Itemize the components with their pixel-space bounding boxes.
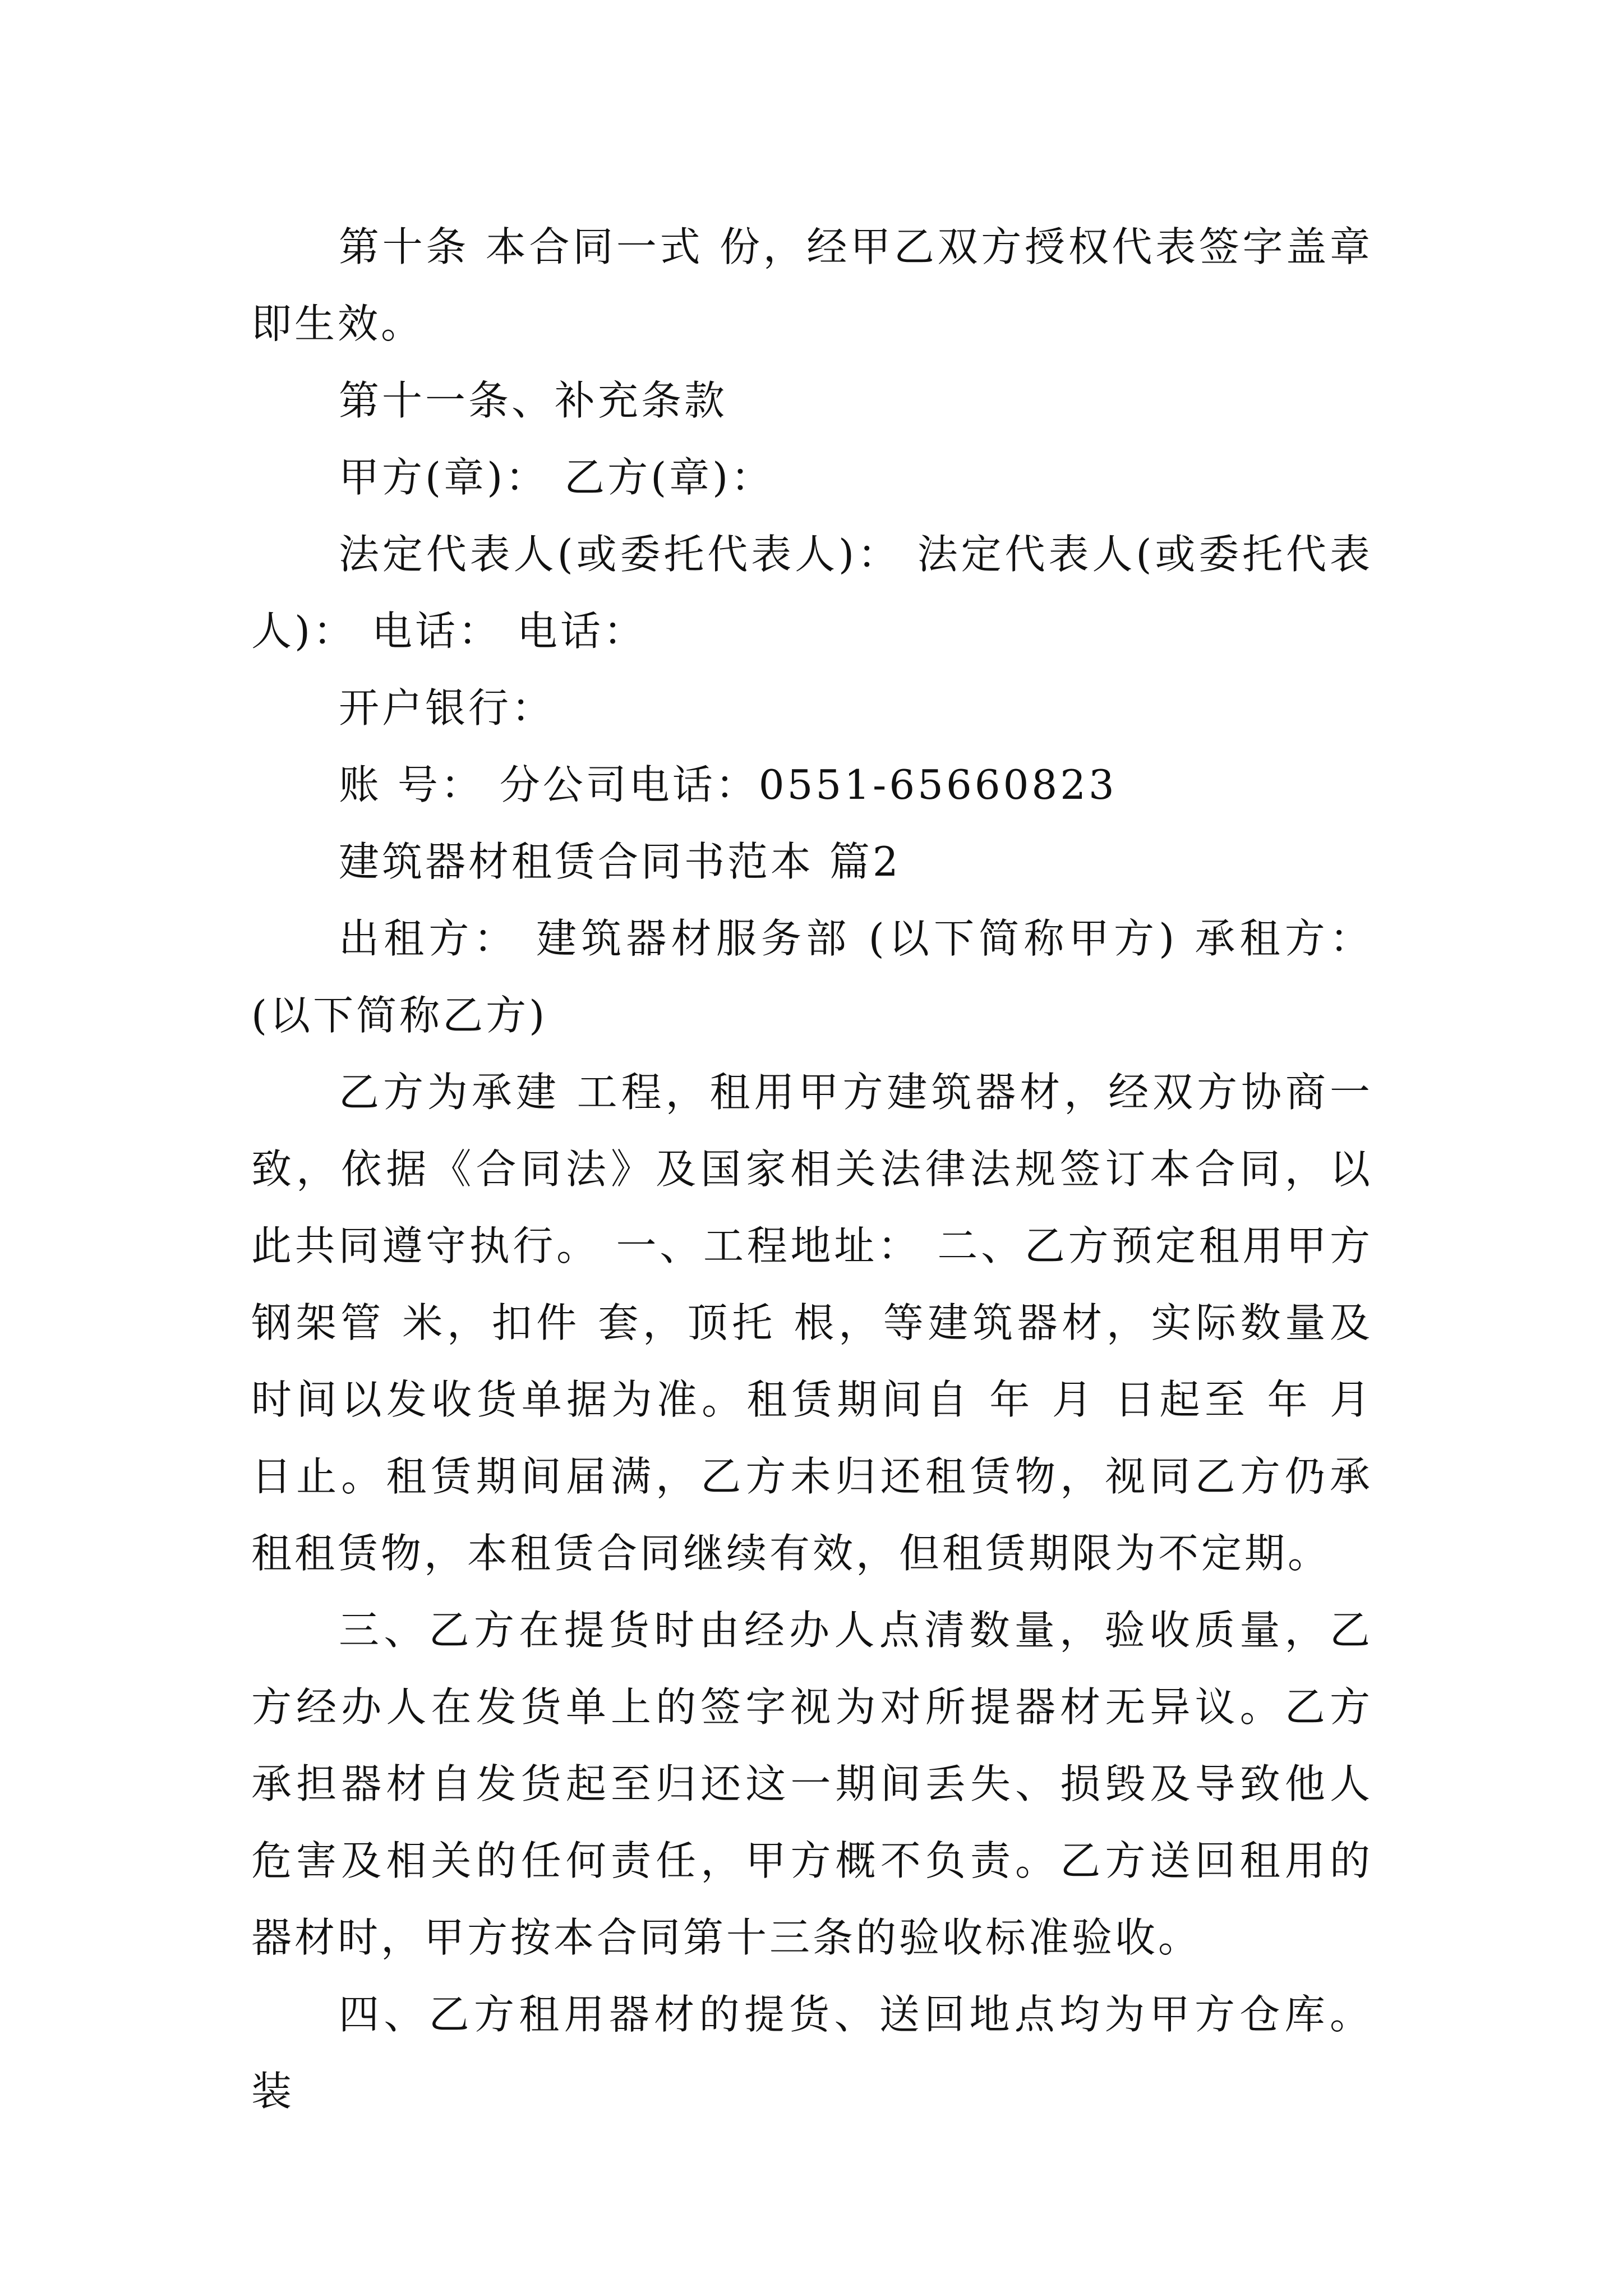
paragraph-bank: 开户银行： [339,684,555,731]
paragraph-section-title: 建筑器材租赁合同书范本 篇2 [339,838,901,885]
paragraph-account: 账 号： 分公司电话：0551-65660823 [339,761,1117,808]
paragraph-terms: 乙方为承建 工程，租用甲方建筑器材，经双方协商一致，依据《合同法》及国家相关法律法规签订本合同，以此共同遵守执行。 一、工程地址： 二、乙方预定租用甲方钢架管 米，扣件 套，顶托 根，等建筑器材，实际数量及时间以发收货单据为准。租赁期间自 年 月 日起至 年 月 日止。租赁期间届满，乙方未归还租赁物，视同乙方仍承租租赁物，本租赁合同继续有效，但租赁期限为不定期。 [251,1069,1373,1577]
paragraph-clause-4: 四、乙方租用器材的提货、送回地点均为甲方仓库。装 [251,1991,1373,2115]
paragraph-article-11: 第十一条、补充条款 [339,377,728,424]
paragraph-clause-3: 三、乙方在提货时由经办人点清数量，验收质量，乙方经办人在发货单上的签字视为对所提器材无异议。乙方承担器材自发货起至归还这一期间丢失、损毁及导致他人危害及相关的任何责任，甲方概不负责。乙方送回租用的器材时，甲方按本合同第十三条的验收标准验收。 [251,1607,1373,1961]
paragraph-seals: 甲方(章)： 乙方(章)： [339,454,774,501]
paragraph-article-10: 第十条 本合同一式 份，经甲乙双方授权代表签字盖章即生效。 [251,223,1373,347]
paragraph-representatives: 法定代表人(或委托代表人)： 法定代表人(或委托代表人)： 电话： 电话： [251,531,1373,655]
paragraph-parties: 出租方： 建筑器材服务部 (以下简称甲方) 承租方： (以下简称乙方) [251,915,1373,1039]
document-body [251,209,1373,2130]
